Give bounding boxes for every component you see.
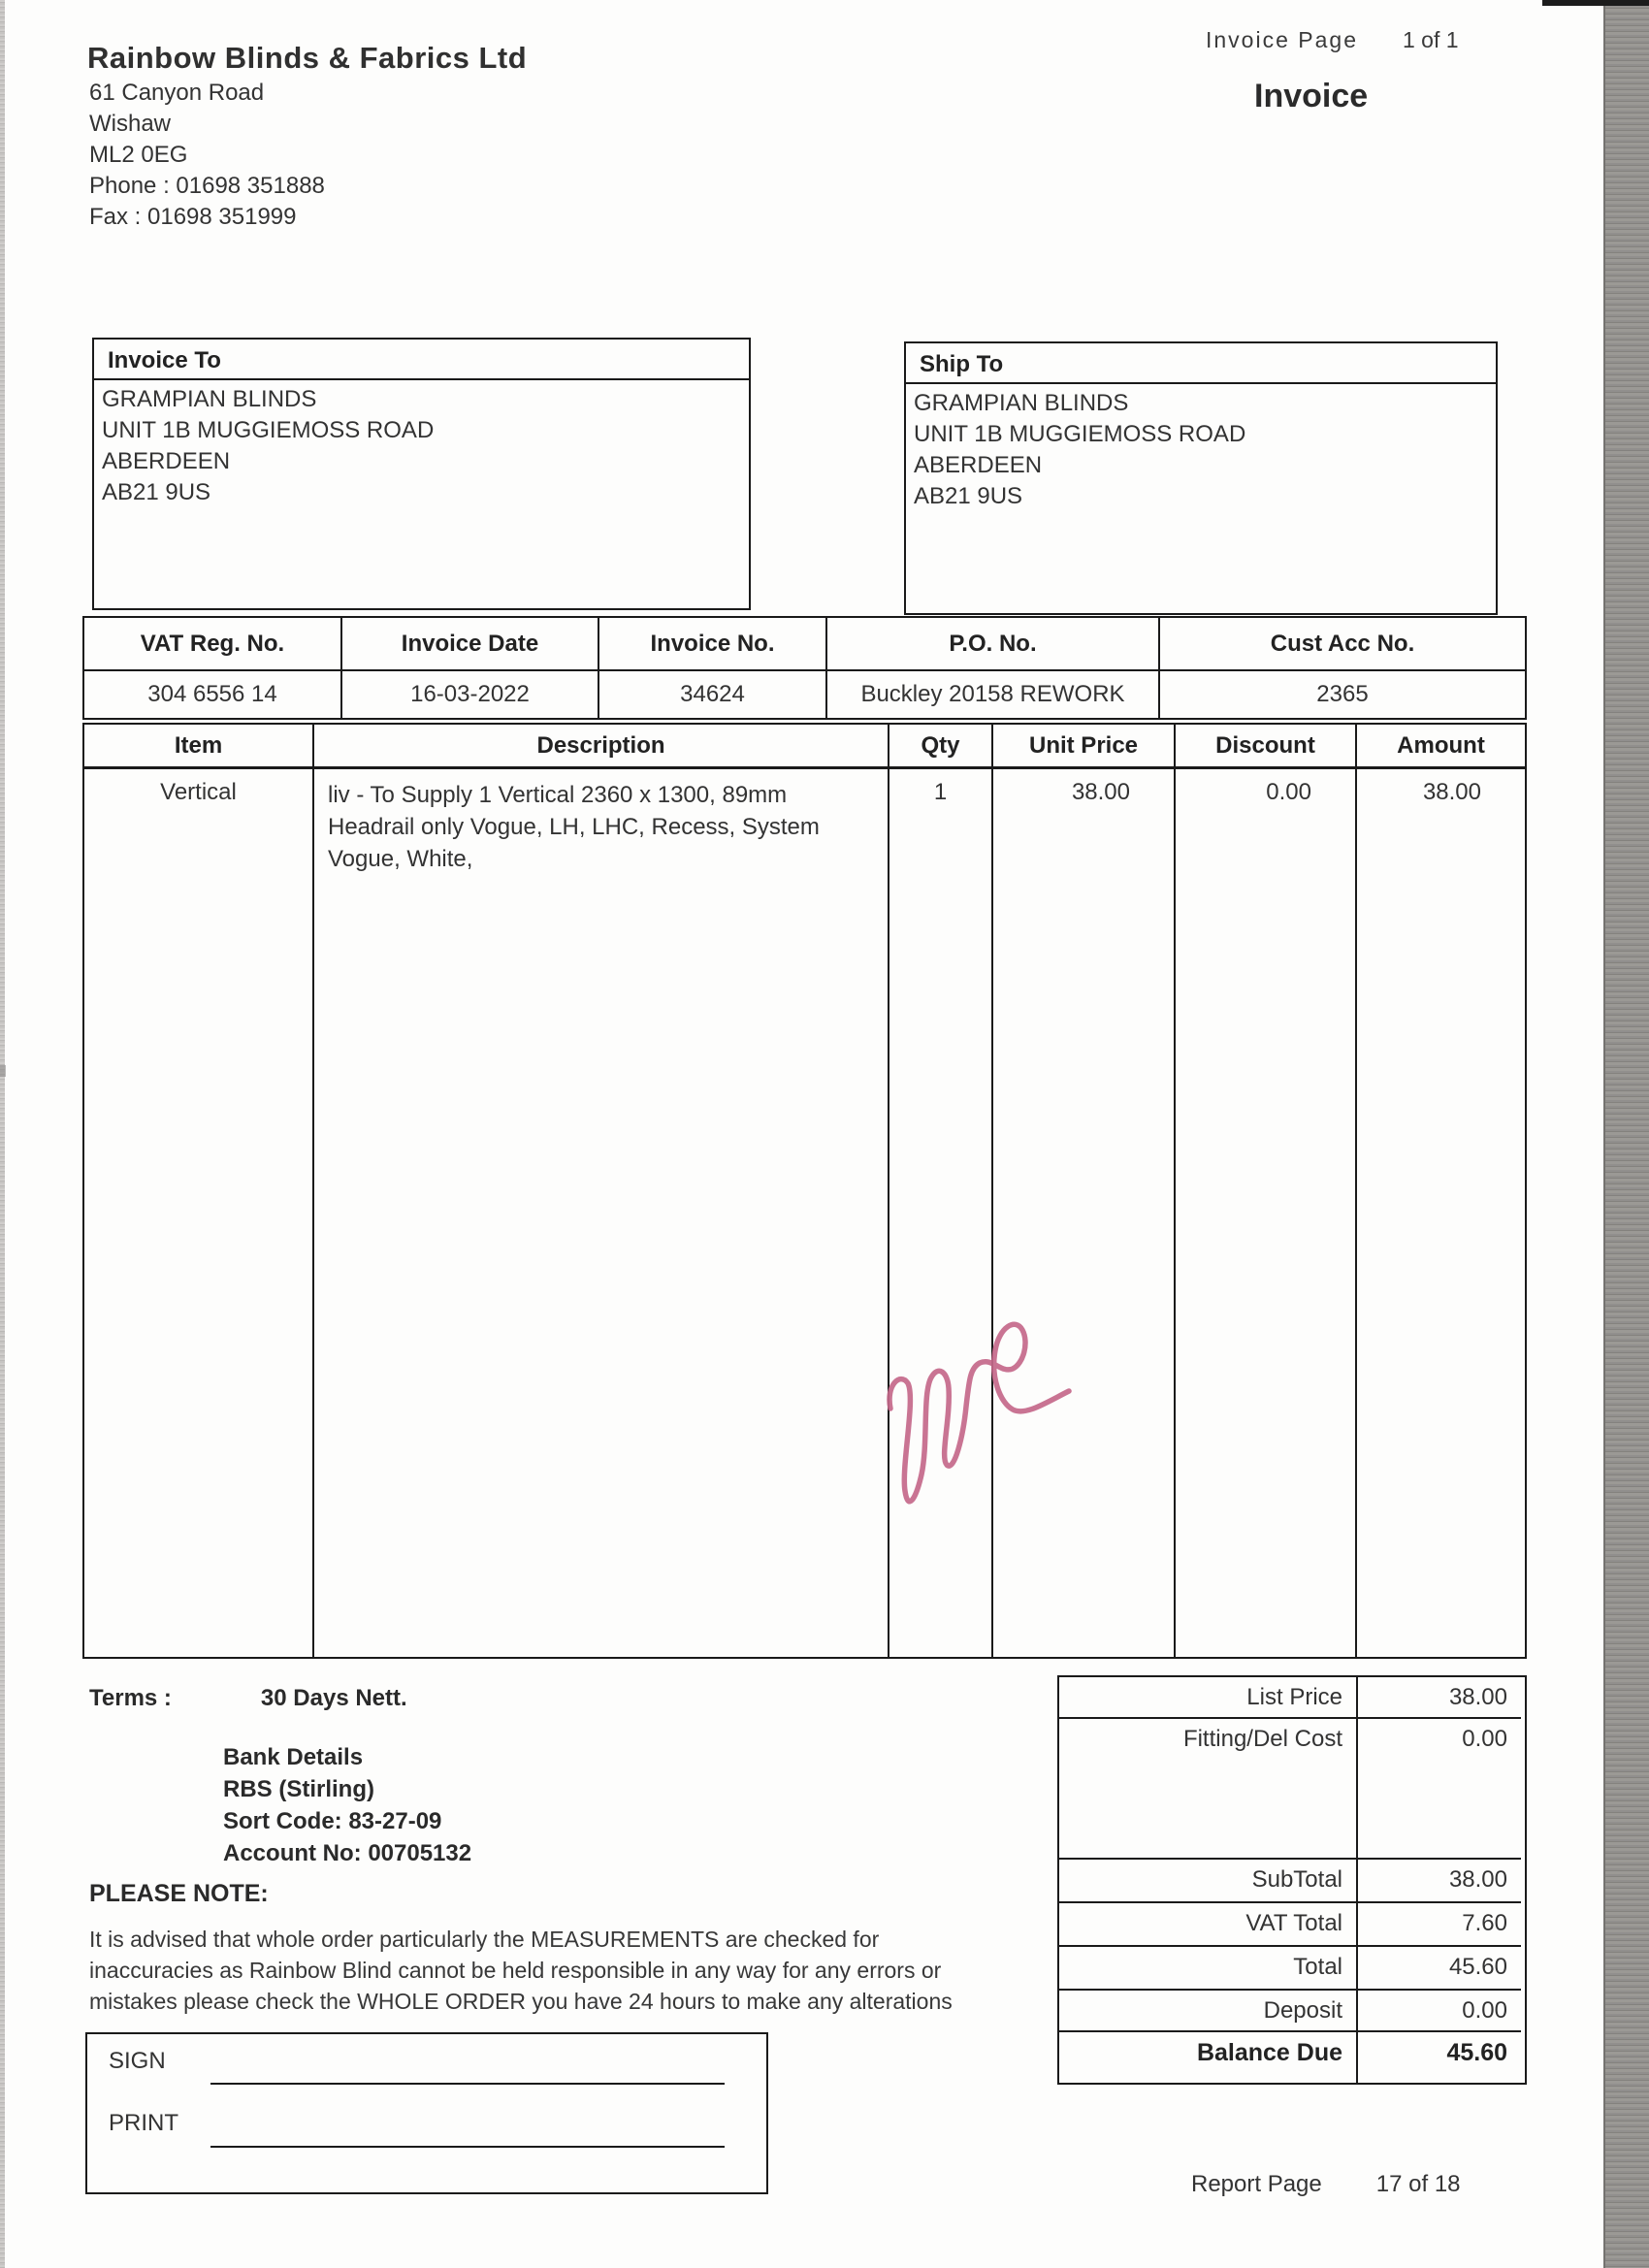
bank-details bbox=[223, 1741, 471, 1869]
items-header-qty: Qty bbox=[889, 725, 993, 769]
items-header-description: Description bbox=[314, 725, 889, 769]
total-label-deposit: Deposit bbox=[1059, 1991, 1358, 2032]
invoice-to-line: ABERDEEN bbox=[102, 448, 231, 474]
sign-label: SIGN bbox=[109, 2048, 166, 2074]
line-items-table bbox=[82, 723, 1527, 1659]
meta-value-vat: 304 6556 14 bbox=[84, 671, 342, 718]
ship-to-line: UNIT 1B MUGGIEMOSS ROAD bbox=[914, 421, 1246, 447]
terms-value: 30 Days Nett. bbox=[260, 1685, 407, 1711]
signature-box bbox=[85, 2032, 768, 2194]
disclaimer-line: inaccuracies as Rainbow Blind cannot be held responsible in any way for any errors or bbox=[89, 1958, 942, 1983]
bank-details-heading: Bank Details bbox=[223, 1744, 364, 1770]
items-header-discount: Discount bbox=[1176, 725, 1357, 769]
item-amount: 38.00 bbox=[1422, 779, 1481, 805]
please-note-heading: PLEASE NOTE: bbox=[89, 1880, 269, 1907]
meta-value-cust-acc: 2365 bbox=[1316, 681, 1369, 707]
total-label-subtotal: SubTotal bbox=[1059, 1860, 1358, 1903]
meta-value-invoice-no: 34624 bbox=[599, 671, 827, 718]
total-label-vat: VAT Total bbox=[1059, 1903, 1358, 1947]
item-description-line: Vogue, White, bbox=[328, 846, 473, 872]
company-phone: Phone : 01698 351888 bbox=[89, 173, 325, 199]
invoice-to-line: AB21 9US bbox=[102, 479, 211, 505]
disclaimer-line: mistakes please check the WHOLE ORDER you have 24 hours to make any alterations bbox=[89, 1989, 953, 2014]
total-label-fitting-del: Fitting/Del Cost bbox=[1059, 1719, 1358, 1860]
sign-line bbox=[210, 2083, 725, 2085]
scan-edge-top-strip bbox=[1542, 0, 1649, 6]
meta-header-date: Invoice Date bbox=[342, 618, 599, 671]
bank-account-no: Account No: 00705132 bbox=[223, 1840, 472, 1866]
invoice-to-address bbox=[94, 380, 749, 508]
item-discount: 0.00 bbox=[1176, 769, 1357, 1657]
invoice-page-label: Invoice Page bbox=[1206, 27, 1358, 52]
meta-header-cust-acc: Cust Acc No. bbox=[1160, 618, 1525, 671]
ship-to-heading: Ship To bbox=[906, 343, 1496, 384]
total-value-balance-due: 45.60 bbox=[1446, 2039, 1507, 2066]
scan-edge-left bbox=[0, 0, 5, 2268]
bank-name: RBS (Stirling) bbox=[223, 1776, 374, 1802]
invoice-to-heading: Invoice To bbox=[94, 340, 749, 380]
item-description bbox=[314, 769, 889, 1657]
item-description-line: Headrail only Vogue, LH, LHC, Recess, System bbox=[328, 814, 820, 840]
invoice-to-line: GRAMPIAN BLINDS bbox=[102, 386, 317, 412]
document-title: Invoice bbox=[1254, 78, 1369, 114]
meta-header-vat: VAT Reg. No. bbox=[84, 618, 342, 671]
item-description-line: liv - To Supply 1 Vertical 2360 x 1300, 89mm bbox=[328, 782, 788, 808]
scan-speck bbox=[0, 1065, 6, 1077]
total-value-deposit: 0.00 bbox=[1358, 1991, 1521, 2032]
meta-header-invoice-no: Invoice No. bbox=[599, 618, 827, 671]
item-unit-price: 38.00 bbox=[993, 769, 1176, 1657]
total-value-list-price: 38.00 bbox=[1358, 1677, 1521, 1719]
invoice-to-box bbox=[92, 338, 751, 610]
total-value-subtotal: 38.00 bbox=[1358, 1860, 1521, 1903]
scan-edge-right bbox=[1603, 0, 1649, 2268]
ship-to-address bbox=[906, 384, 1496, 512]
meta-value-date: 16-03-2022 bbox=[342, 671, 599, 718]
items-header-amount: Amount bbox=[1357, 725, 1525, 769]
total-value-vat: 7.60 bbox=[1358, 1903, 1521, 1947]
meta-value-po: Buckley 20158 REWORK bbox=[827, 671, 1160, 718]
company-address-line: 61 Canyon Road bbox=[89, 80, 265, 106]
ship-to-box bbox=[904, 341, 1498, 615]
print-line bbox=[210, 2146, 725, 2148]
print-label: PRINT bbox=[109, 2110, 178, 2136]
company-fax: Fax : 01698 351999 bbox=[89, 204, 297, 230]
company-name: Rainbow Blinds & Fabrics Ltd bbox=[87, 41, 528, 75]
report-page-counter bbox=[1191, 2171, 1461, 2198]
terms-row bbox=[89, 1685, 407, 1712]
item-qty: 1 bbox=[889, 769, 993, 1657]
ship-to-line: GRAMPIAN BLINDS bbox=[914, 390, 1129, 416]
bank-sort-code: Sort Code: 83-27-09 bbox=[223, 1808, 442, 1834]
invoice-meta-table bbox=[82, 616, 1527, 720]
report-page-value: 17 of 18 bbox=[1375, 2171, 1461, 2197]
total-value-total: 45.60 bbox=[1358, 1947, 1521, 1991]
totals-box bbox=[1057, 1675, 1527, 2085]
ship-to-line: AB21 9US bbox=[914, 483, 1023, 509]
invoice-to-line: UNIT 1B MUGGIEMOSS ROAD bbox=[102, 417, 435, 443]
total-label-balance-due: Balance Due bbox=[1059, 2032, 1358, 2083]
company-address bbox=[89, 78, 325, 233]
total-value-fitting-del: 0.00 bbox=[1358, 1719, 1521, 1860]
company-address-line: ML2 0EG bbox=[89, 142, 188, 168]
total-label-total: Total bbox=[1059, 1947, 1358, 1991]
disclaimer-line: It is advised that whole order particularly the MEASUREMENTS are checked for bbox=[89, 1927, 880, 1952]
meta-header-po: P.O. No. bbox=[827, 618, 1160, 671]
item-name: Vertical bbox=[84, 769, 314, 1657]
disclaimer-text bbox=[89, 1924, 962, 2017]
total-label-list-price: List Price bbox=[1059, 1677, 1358, 1719]
ship-to-line: ABERDEEN bbox=[914, 452, 1043, 478]
items-header-item: Item bbox=[84, 725, 314, 769]
terms-label: Terms : bbox=[89, 1685, 172, 1711]
invoice-page-value: 1 of 1 bbox=[1402, 27, 1459, 52]
invoice-page-counter bbox=[1206, 27, 1459, 53]
items-header-unit-price: Unit Price bbox=[993, 725, 1176, 769]
report-page-label: Report Page bbox=[1191, 2171, 1322, 2197]
company-address-line: Wishaw bbox=[89, 111, 172, 137]
